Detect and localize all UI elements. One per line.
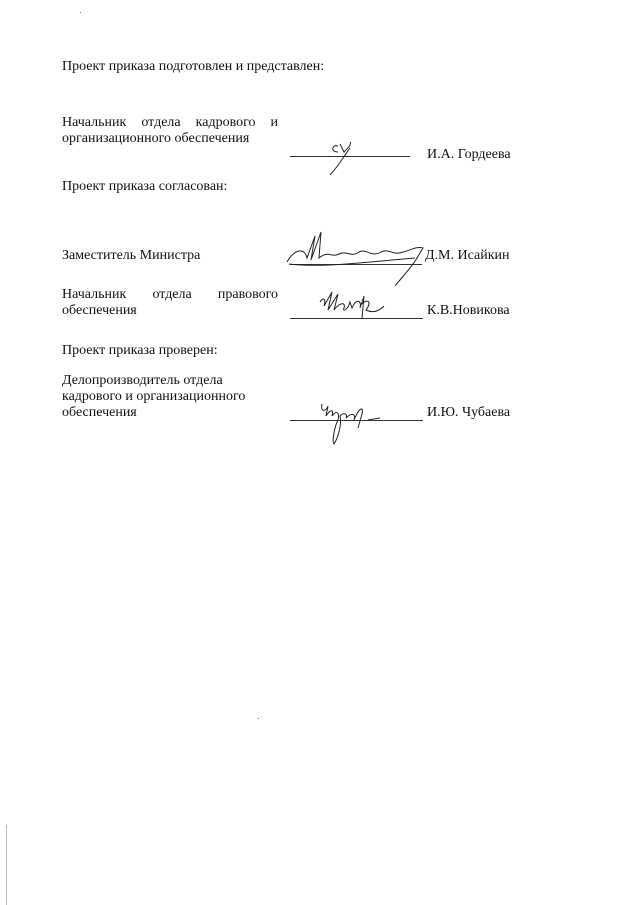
position-chubaeva	[62, 373, 245, 421]
position-line: Делопроизводитель отдела	[62, 373, 223, 388]
position-gordeeva	[62, 115, 278, 147]
position-line: кадрового и организационного	[62, 389, 246, 404]
position-line: Начальник отдела правового	[62, 287, 278, 302]
position-line: обеспечения	[62, 405, 137, 420]
scan-edge	[6, 825, 7, 905]
position-novikova	[62, 287, 278, 319]
scan-speck	[258, 718, 259, 719]
position-line: Начальник отдела кадрового и	[62, 115, 278, 130]
name-chubaeva: И.Ю. Чубаева	[427, 405, 511, 420]
position-line: организационного обеспечения	[62, 131, 250, 146]
signature-isaykin	[285, 228, 425, 288]
heading-checked: Проект приказа проверен:	[62, 343, 218, 358]
signature-chubaeva	[318, 398, 388, 448]
name-gordeeva: И.А. Гордеева	[427, 147, 511, 162]
position-isaykin: Заместитель Министра	[62, 248, 201, 263]
heading-prepared: Проект приказа подготовлен и представлен:	[62, 59, 325, 74]
signature-novikova	[318, 288, 388, 328]
name-novikova: К.В.Новикова	[427, 303, 510, 318]
signature-gordeeva	[330, 140, 370, 180]
scan-speck	[80, 12, 81, 13]
name-isaykin: Д.М. Исайкин	[425, 248, 510, 263]
heading-agreed: Проект приказа согласован:	[62, 179, 228, 194]
position-line: обеспечения	[62, 303, 137, 318]
